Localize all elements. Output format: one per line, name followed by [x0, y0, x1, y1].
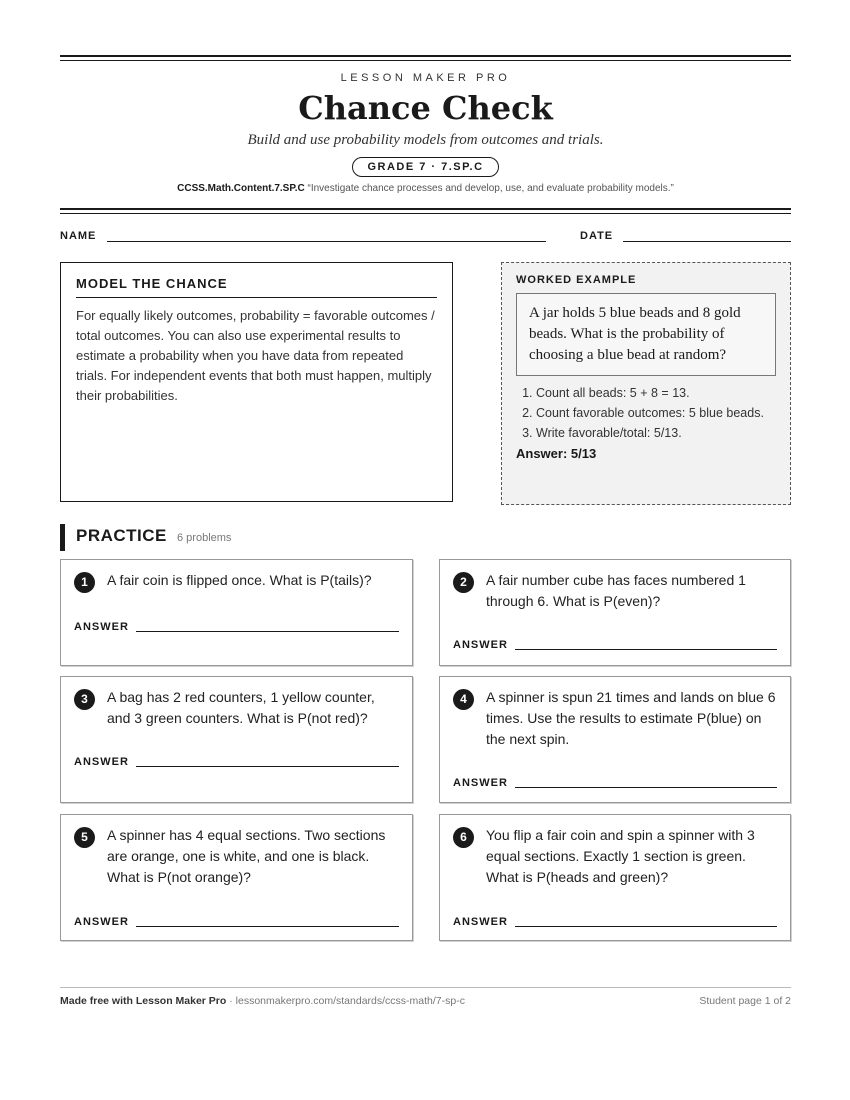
answer-field[interactable] — [136, 926, 399, 927]
name-label: NAME — [60, 230, 97, 242]
answer-row — [74, 916, 399, 930]
name-field[interactable] — [107, 241, 546, 242]
answer-field[interactable] — [515, 926, 777, 927]
problem-text: A spinner has 4 equal sections. Two sections are orange, one is white, and one is black. What is P(not orange)? — [107, 827, 386, 885]
page-subtitle: Build and use probability models from outcomes and trials. — [247, 132, 604, 148]
footer-made-with: Made free with Lesson Maker Pro — [60, 995, 227, 1007]
practice-accent-bar — [60, 524, 65, 551]
answer-field[interactable] — [136, 766, 399, 767]
practice-title: PRACTICE — [76, 526, 167, 545]
practice-problem-card — [439, 676, 791, 803]
model-heading: MODEL THE CHANCE — [76, 276, 437, 298]
problem-number: 5 — [74, 827, 95, 848]
standard-line — [60, 183, 791, 194]
problem-text: A bag has 2 red counters, 1 yellow counter, and 3 green counters. What is P(not red)? — [107, 689, 375, 726]
answer-row — [453, 777, 777, 791]
practice-count: 6 problems — [177, 532, 232, 544]
answer-row — [453, 916, 777, 930]
answer-field[interactable] — [515, 649, 777, 650]
worked-example-answer: Answer: 5/13 — [516, 446, 597, 461]
answer-row — [453, 639, 777, 653]
problem-text: A fair coin is flipped once. What is P(tails)? — [107, 572, 372, 588]
problem-number: 3 — [74, 689, 95, 710]
answer-label: ANSWER — [453, 639, 508, 651]
date-label: DATE — [580, 230, 614, 242]
problem-number: 4 — [453, 689, 474, 710]
grade-badge: GRADE 7 · 7.SP.C — [352, 157, 498, 177]
standard-code: CCSS.Math.Content.7.SP.C — [177, 183, 305, 194]
top-double-rule — [60, 55, 791, 61]
answer-field[interactable] — [136, 631, 399, 632]
worked-example-heading: WORKED EXAMPLE — [516, 274, 637, 286]
worked-example-step: 2. Count favorable outcomes: 5 blue beads. — [536, 403, 776, 423]
worked-example-problem: A jar holds 5 blue beads and 8 gold beads. What is the probability of choosing a blue bead at random? — [516, 293, 776, 376]
answer-label: ANSWER — [74, 621, 129, 633]
standard-text: “Investigate chance processes and develop, use, and evaluate probability models.” — [307, 183, 674, 194]
model-body: For equally likely outcomes, probability = favorable outcomes / total outcomes. You can also use experimental results to estimate a probability when you have data from repeated trials. For independent events that both must happen, multiply their probabilities. — [76, 308, 435, 403]
problem-number: 6 — [453, 827, 474, 848]
date-field[interactable] — [623, 241, 791, 242]
practice-problem-card — [60, 559, 413, 666]
worked-example-steps — [516, 383, 776, 443]
practice-problem-card — [60, 676, 413, 803]
practice-problem-card — [439, 559, 791, 666]
page-footer — [60, 987, 791, 1007]
header-bottom-rule — [60, 208, 791, 214]
worksheet-page — [60, 0, 791, 1007]
answer-label: ANSWER — [453, 916, 508, 928]
answer-field[interactable] — [515, 787, 777, 788]
answer-label: ANSWER — [74, 756, 129, 768]
answer-row — [74, 756, 399, 770]
brand-name: LESSON MAKER PRO — [340, 72, 511, 84]
practice-problem-card — [439, 814, 791, 941]
problem-number: 1 — [74, 572, 95, 593]
worksheet-header — [60, 72, 791, 194]
problem-text: A spinner is spun 21 times and lands on blue 6 times. Use the results to estimate P(blue) on the next spin. — [486, 689, 776, 747]
worked-example-step: 3. Write favorable/total: 5/13. — [536, 423, 776, 443]
practice-problem-card — [60, 814, 413, 941]
footer-page-number: Student page 1 of 2 — [699, 995, 791, 1007]
page-title: Chance Check — [298, 89, 553, 127]
practice-header — [60, 524, 791, 551]
footer-url: · lessonmakerpro.com/standards/ccss-math/7-sp-c — [226, 995, 465, 1007]
answer-label: ANSWER — [453, 777, 508, 789]
problem-number: 2 — [453, 572, 474, 593]
problem-text: You flip a fair coin and spin a spinner with 3 equal sections. Exactly 1 section is green. What is P(heads and green)? — [486, 827, 755, 885]
problem-text: A fair number cube has faces numbered 1 through 6. What is P(even)? — [486, 572, 746, 609]
answer-label: ANSWER — [74, 916, 129, 928]
worked-example-panel — [501, 262, 791, 505]
worked-example-step: 1. Count all beads: 5 + 8 = 13. — [536, 383, 776, 403]
model-the-chance-panel — [60, 262, 453, 502]
student-info-row — [60, 230, 791, 246]
answer-row — [74, 621, 399, 635]
